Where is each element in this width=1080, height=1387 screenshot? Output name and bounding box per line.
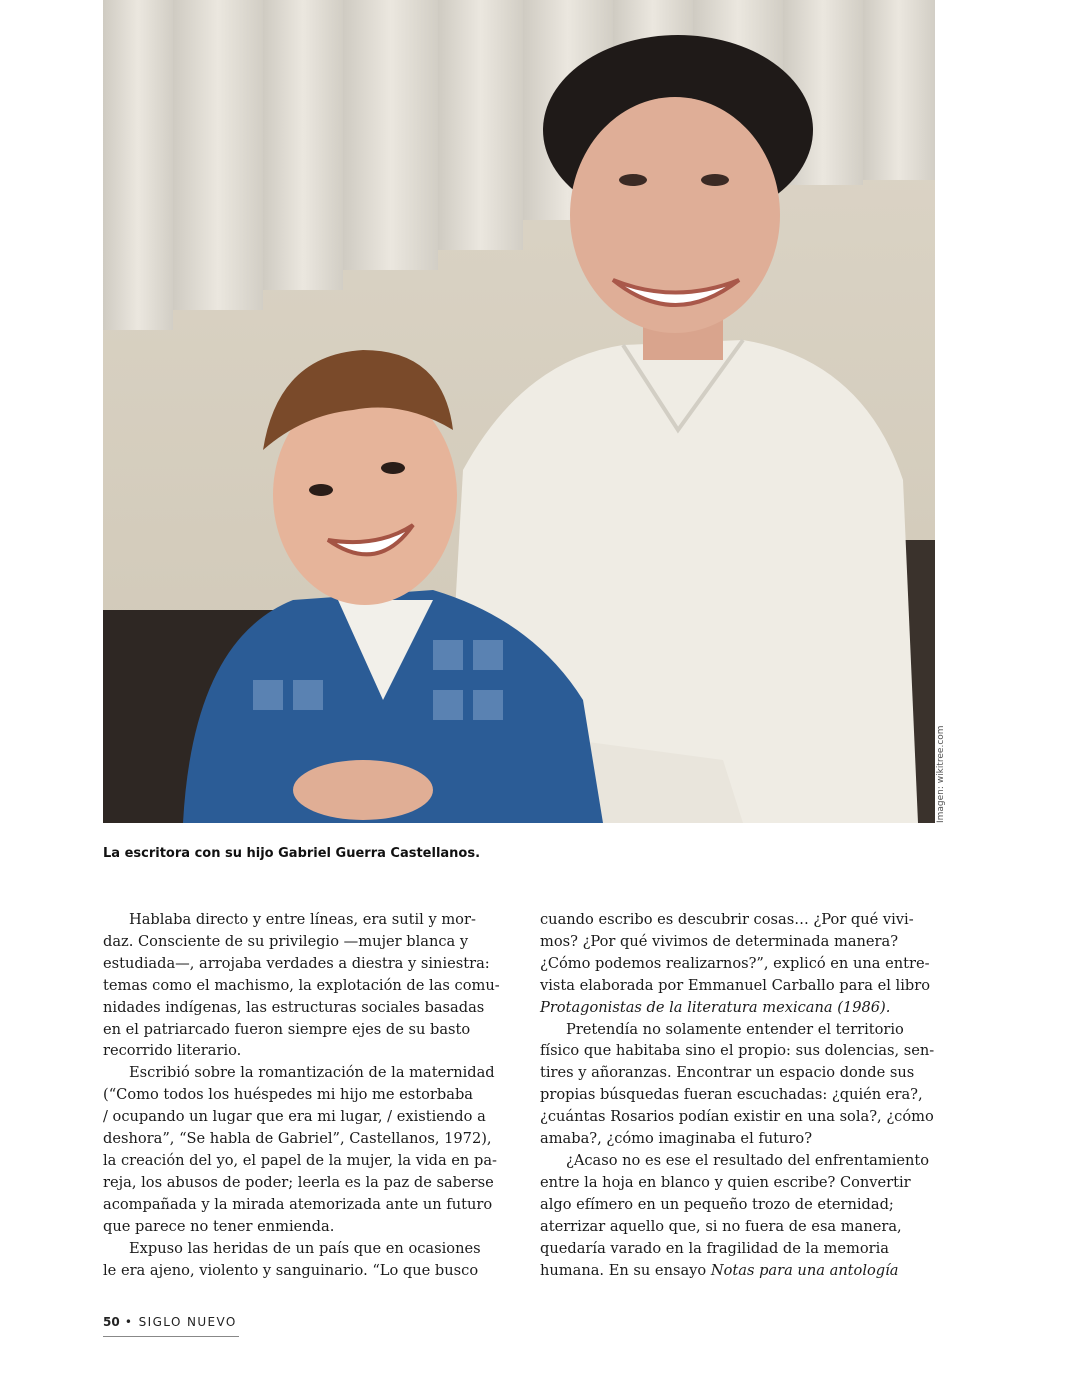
text-line xyxy=(103,1128,501,1150)
text-line xyxy=(540,1062,938,1084)
text-line-content: / ocupando un lugar que era mi lugar, / existiendo a xyxy=(103,1108,486,1126)
text-line xyxy=(540,1019,938,1041)
text-line xyxy=(540,1040,938,1062)
text-line-content: (“Como todos los huéspedes mi hijo me estorbaba xyxy=(103,1086,473,1104)
text-line-content: propias búsquedas fueran escuchadas: ¿quién era?, xyxy=(540,1086,923,1104)
text-line-content: acompañada y la mirada atemorizada ante un futuro xyxy=(103,1195,493,1213)
page-number: 50 xyxy=(103,1315,120,1329)
text-line xyxy=(103,931,501,953)
text-line-content: entre la hoja en blanco y quien escribe? Convertir xyxy=(540,1173,911,1191)
text-line-content: aterrizar aquello que, si no fuera de esa manera, xyxy=(540,1217,902,1235)
text-line-content: temas como el machismo, la explotación de las comu- xyxy=(103,976,500,994)
text-line xyxy=(540,1172,938,1194)
article-photo xyxy=(103,0,935,823)
text-line xyxy=(103,1194,501,1216)
text-line-content: que parece no tener enmienda. xyxy=(103,1217,335,1235)
text-line xyxy=(103,1106,501,1128)
text-line-content: recorrido literario. xyxy=(103,1042,242,1060)
magazine-name: SIGLO NUEVO xyxy=(138,1315,237,1329)
text-line xyxy=(540,1106,938,1128)
text-line xyxy=(103,953,501,975)
text-line-content: estudiada—, arrojaba verdades a diestra y siniestra: xyxy=(103,954,490,972)
text-line-content: deshora”, “Se habla de Gabriel”, Castellanos, 1972), xyxy=(103,1130,492,1148)
text-line-content: Pretendía no solamente entender el territorio xyxy=(566,1020,904,1038)
article-column-left xyxy=(103,909,501,1281)
text-line xyxy=(103,1062,501,1084)
text-line-content: humana. En su ensayo xyxy=(540,1261,711,1279)
text-line-content: en el patriarcado fueron siempre ejes de su basto xyxy=(103,1020,471,1038)
text-line xyxy=(103,1019,501,1041)
text-line xyxy=(540,1128,938,1150)
text-line xyxy=(540,1194,938,1216)
text-line xyxy=(540,931,938,953)
text-line xyxy=(540,1150,938,1172)
text-line-content: nidades indígenas, las estructuras sociales basadas xyxy=(103,998,485,1016)
text-line-content: amaba?, ¿cómo imaginaba el futuro? xyxy=(540,1130,813,1148)
text-line xyxy=(540,997,938,1019)
text-line-content: físico que habitaba sino el propio: sus dolencias, sen- xyxy=(540,1042,935,1060)
text-line xyxy=(540,953,938,975)
text-line-content: vista elaborada por Emmanuel Carballo para el libro xyxy=(540,976,930,994)
photo-credit: Imagen: wikitree.com xyxy=(936,725,946,823)
book-title: Notas para una antología xyxy=(710,1261,899,1279)
text-line xyxy=(540,909,938,931)
footer-separator: • xyxy=(124,1315,134,1329)
page-footer xyxy=(103,1315,237,1329)
text-line xyxy=(540,975,938,997)
text-line xyxy=(103,1216,501,1238)
text-line-content: Hablaba directo y entre líneas, era sutil y mor- xyxy=(129,911,476,928)
text-line xyxy=(540,1260,938,1282)
text-line-content: Escribió sobre la romantización de la maternidad xyxy=(129,1064,495,1082)
text-line-content: daz. Consciente de su privilegio —mujer blanca y xyxy=(103,932,469,950)
text-line-content: algo efímero en un pequeño trozo de eternidad; xyxy=(540,1195,894,1213)
text-line xyxy=(103,1260,501,1282)
text-line xyxy=(103,1084,501,1106)
text-line xyxy=(103,1172,501,1194)
text-line-content: la creación del yo, el papel de la mujer, la vida en pa- xyxy=(103,1151,497,1169)
text-line xyxy=(103,975,501,997)
text-line xyxy=(103,1238,501,1260)
text-line-content: Expuso las heridas de un país que en ocasiones xyxy=(129,1239,481,1257)
text-line-content: reja, los abusos de poder; leerla es la paz de saberse xyxy=(103,1173,494,1191)
text-line-content: Protagonistas de la literatura mexicana (1986). xyxy=(540,998,891,1016)
text-line-content: ¿cuántas Rosarios podían existir en una sola?, ¿cómo xyxy=(540,1108,934,1126)
text-line xyxy=(103,909,501,931)
photo-caption: La escritora con su hijo Gabriel Guerra Castellanos. xyxy=(103,846,481,861)
text-line-content: tires y añoranzas. Encontrar un espacio donde sus xyxy=(540,1064,915,1082)
footer-rule xyxy=(103,1336,239,1337)
text-line xyxy=(103,997,501,1019)
text-line-content: ¿Cómo podemos realizarnos?”, explicó en una entre- xyxy=(540,954,930,972)
text-line-content: quedaría varado en la fragilidad de la memoria xyxy=(540,1239,889,1257)
text-line xyxy=(540,1238,938,1260)
article-column-right xyxy=(540,909,938,1281)
text-line xyxy=(103,1150,501,1172)
text-line xyxy=(540,1084,938,1106)
text-line xyxy=(540,1216,938,1238)
text-line-content: le era ajeno, violento y sanguinario. “Lo que busco xyxy=(103,1261,479,1279)
text-line-content: ¿Acaso no es ese el resultado del enfrentamiento xyxy=(566,1151,930,1169)
text-line-content: cuando escribo es descubrir cosas… ¿Por qué vivi- xyxy=(540,911,914,928)
text-line-content: mos? ¿Por qué vivimos de determinada manera? xyxy=(540,932,899,950)
text-line xyxy=(103,1040,501,1062)
